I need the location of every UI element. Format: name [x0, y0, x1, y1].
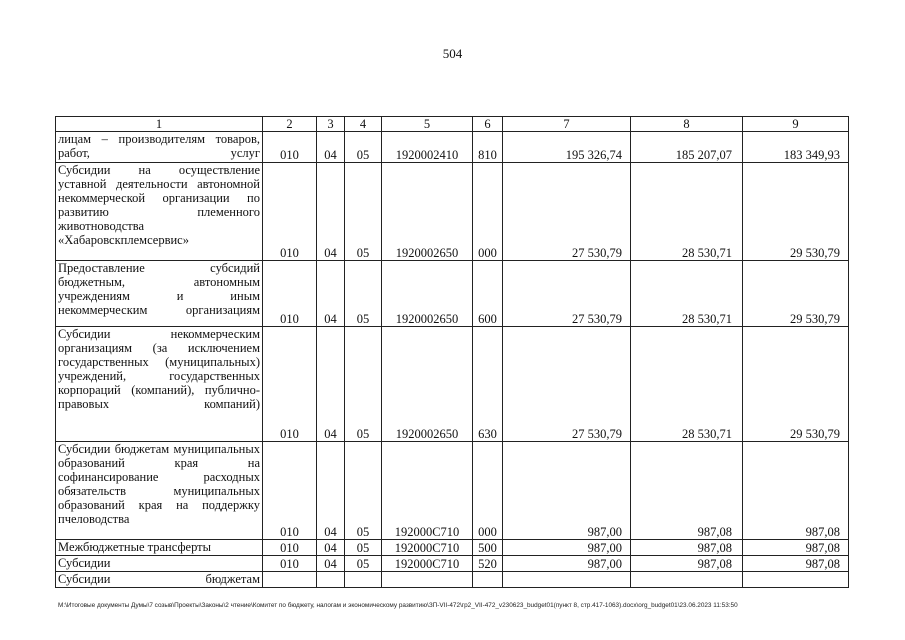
- amount-col8: 987,08: [631, 442, 743, 540]
- target-article-code: 1920002650: [382, 163, 473, 261]
- document-path-footer: М:\Итоговые документы Думы\7 созыв\Проекты\Законы\2 чтение\Комитет по бюджету, налогам и экономическому развитию\ЗП-VII-472\гр2_VII-472_v230623_budget01(пункт 8, стр.417-1063).docx\org_budget01\23.06.2023 11:53:50: [58, 602, 738, 609]
- target-article-code: 192000С710: [382, 540, 473, 556]
- ministry-code: 010: [263, 163, 317, 261]
- amount-col7: 27 530,79: [503, 327, 631, 442]
- table-row: [56, 327, 849, 442]
- ministry-code: 010: [263, 556, 317, 572]
- header-cell-9: 9: [743, 117, 849, 132]
- row-description: Субсидии бюджетам муниципальных образований края на софинансирование расходных обязательств муниципальных образований края на поддержку пчеловодства: [56, 442, 263, 540]
- table-row: [56, 572, 849, 588]
- header-cell-2: 2: [263, 117, 317, 132]
- row-description: Субсидии бюджетам: [56, 572, 263, 588]
- amount-col7: 987,00: [503, 540, 631, 556]
- target-article-code: 1920002410: [382, 132, 473, 163]
- expense-type-code: 000: [473, 163, 503, 261]
- amount-col8: [631, 572, 743, 588]
- amount-col7: 27 530,79: [503, 163, 631, 261]
- amount-col7: 987,00: [503, 442, 631, 540]
- header-cell-1: 1: [56, 117, 263, 132]
- amount-col9: 987,08: [743, 442, 849, 540]
- amount-col9: 987,08: [743, 540, 849, 556]
- amount-col9: [743, 572, 849, 588]
- budget-table: [55, 116, 849, 588]
- header-cell-4: 4: [345, 117, 382, 132]
- ministry-code: 010: [263, 540, 317, 556]
- table-row: [56, 132, 849, 163]
- target-article-code: 192000С710: [382, 442, 473, 540]
- header-cell-8: 8: [631, 117, 743, 132]
- table-row: [56, 261, 849, 327]
- expense-type-code: 600: [473, 261, 503, 327]
- header-cell-6: 6: [473, 117, 503, 132]
- expense-type-code: 630: [473, 327, 503, 442]
- section-code: 04: [317, 327, 345, 442]
- subsection-code: 05: [345, 442, 382, 540]
- expense-type-code: 500: [473, 540, 503, 556]
- ministry-code: 010: [263, 442, 317, 540]
- row-description: лицам – производителям товаров, работ, услуг: [56, 132, 263, 163]
- section-code: 04: [317, 540, 345, 556]
- target-article-code: [382, 572, 473, 588]
- subsection-code: [345, 572, 382, 588]
- ministry-code: 010: [263, 327, 317, 442]
- amount-col8: 28 530,71: [631, 327, 743, 442]
- amount-col9: 29 530,79: [743, 163, 849, 261]
- table-header-row: [56, 117, 849, 132]
- section-code: [317, 572, 345, 588]
- subsection-code: 05: [345, 261, 382, 327]
- header-cell-5: 5: [382, 117, 473, 132]
- amount-col7: 195 326,74: [503, 132, 631, 163]
- ministry-code: 010: [263, 132, 317, 163]
- amount-col8: 28 530,71: [631, 261, 743, 327]
- subsection-code: 05: [345, 327, 382, 442]
- page-number: 504: [442, 46, 463, 61]
- expense-type-code: 520: [473, 556, 503, 572]
- expense-type-code: 000: [473, 442, 503, 540]
- amount-col7: 27 530,79: [503, 261, 631, 327]
- amount-col7: [503, 572, 631, 588]
- section-code: 04: [317, 556, 345, 572]
- ministry-code: 010: [263, 261, 317, 327]
- subsection-code: 05: [345, 132, 382, 163]
- amount-col9: 29 530,79: [743, 261, 849, 327]
- amount-col7: 987,00: [503, 556, 631, 572]
- amount-col9: 987,08: [743, 556, 849, 572]
- amount-col8: 185 207,07: [631, 132, 743, 163]
- table-row: [56, 442, 849, 540]
- expense-type-code: 810: [473, 132, 503, 163]
- amount-col8: 987,08: [631, 556, 743, 572]
- expense-type-code: [473, 572, 503, 588]
- row-description: Межбюджетные трансферты: [56, 540, 263, 556]
- subsection-code: 05: [345, 556, 382, 572]
- section-code: 04: [317, 163, 345, 261]
- row-description: Предоставление субсидий бюджетным, автономным учреждениям и иным некоммерческим организациям: [56, 261, 263, 327]
- subsection-code: 05: [345, 163, 382, 261]
- table-row: [56, 540, 849, 556]
- ministry-code: [263, 572, 317, 588]
- subsection-code: 05: [345, 540, 382, 556]
- table-row: [56, 163, 849, 261]
- row-description: Субсидии некоммерческим организациям (за исключением государственных (муниципальных) учреждений, государственных корпораций (компаний), публично-правовых компаний): [56, 327, 263, 442]
- row-description: Субсидии: [56, 556, 263, 572]
- table-row: [56, 556, 849, 572]
- row-description: Субсидии на осуществление уставной деятельности автономной некоммерческой организации по развитию племенного животноводства «Хабаровскплемсервис»: [56, 163, 263, 261]
- target-article-code: 1920002650: [382, 261, 473, 327]
- section-code: 04: [317, 132, 345, 163]
- amount-col8: 28 530,71: [631, 163, 743, 261]
- target-article-code: 1920002650: [382, 327, 473, 442]
- section-code: 04: [317, 442, 345, 540]
- amount-col9: 183 349,93: [743, 132, 849, 163]
- amount-col8: 987,08: [631, 540, 743, 556]
- target-article-code: 192000С710: [382, 556, 473, 572]
- header-cell-3: 3: [317, 117, 345, 132]
- amount-col9: 29 530,79: [743, 327, 849, 442]
- header-cell-7: 7: [503, 117, 631, 132]
- section-code: 04: [317, 261, 345, 327]
